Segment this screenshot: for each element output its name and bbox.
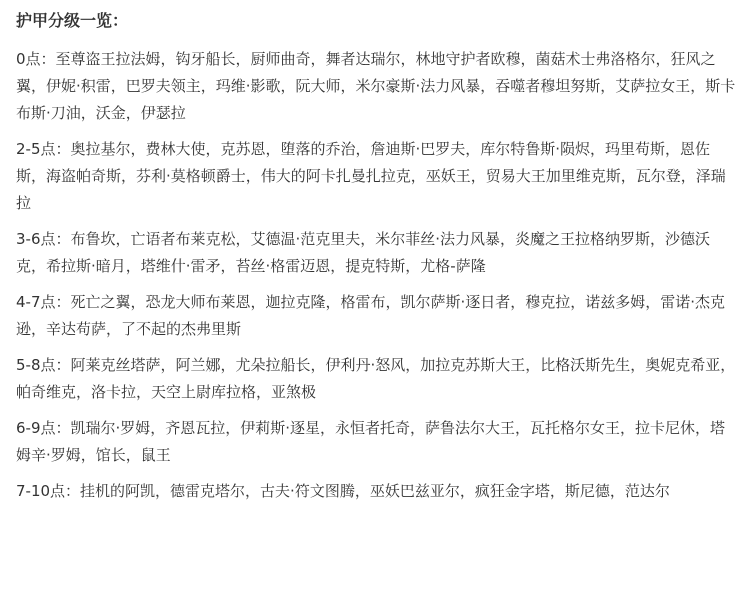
- tier-label: 6-9点：: [16, 419, 71, 437]
- tier-label: 3-6点：: [16, 230, 71, 248]
- tier-paragraph-2-5: [16, 136, 739, 217]
- tier-hero-list: 凯瑞尔·罗姆，齐恩瓦拉，伊莉斯·逐星，永恒者托奇，萨鲁法尔大王，瓦托格尔女王，拉卡尼休，塔姆辛·罗姆，馆长，鼠王: [16, 419, 726, 464]
- tier-paragraph-6-9: [16, 415, 739, 469]
- tier-hero-list: 奥拉基尔，费林大使，克苏恩，堕落的乔治，詹迪斯·巴罗夫，库尔特鲁斯·陨烬，玛里苟斯，恩佐斯，海盗帕奇斯，芬利·莫格顿爵士，伟大的阿卡扎曼扎拉克，巫妖王，贸易大王加里维克斯，瓦尔登，泽瑞拉: [16, 140, 726, 212]
- tier-label: 0点：: [16, 50, 56, 68]
- tier-paragraph-7-10: [16, 478, 739, 505]
- tier-hero-list: 挂机的阿凯，德雷克塔尔，古夫·符文图腾，巫妖巴兹亚尔，疯狂金字塔，斯尼德，范达尔: [80, 482, 670, 500]
- tier-label: 2-5点：: [16, 140, 71, 158]
- tier-label: 4-7点：: [16, 293, 71, 311]
- tier-paragraph-4-7: [16, 289, 739, 343]
- tier-paragraph-5-8: [16, 352, 739, 406]
- tier-label: 7-10点：: [16, 482, 81, 500]
- tier-label: 5-8点：: [16, 356, 71, 374]
- tier-hero-list: 至尊盗王拉法姆，钩牙船长，厨师曲奇，舞者达瑞尔，林地守护者欧穆，菌菇术士弗洛格尔，狂风之翼，伊妮·积雷，巴罗夫领主，玛维·影歌，阮大师，米尔豪斯·法力风暴，吞噬者穆坦努斯，艾萨拉女王，斯卡布斯·刀油，沃金，伊瑟拉: [16, 50, 736, 122]
- tier-hero-list: 阿莱克丝塔萨，阿兰娜，尤朵拉船长，伊利丹·怒风，加拉克苏斯大王，比格沃斯先生，奥妮克希亚，帕奇维克，洛卡拉，天空上尉库拉格，亚煞极: [16, 356, 736, 401]
- tier-paragraph-0: [16, 46, 739, 127]
- tier-hero-list: 死亡之翼，恐龙大师布莱恩，迦拉克隆，格雷布，凯尔萨斯·逐日者，穆克拉，诺兹多姆，雷诺·杰克逊，辛达苟萨，了不起的杰弗里斯: [16, 293, 726, 338]
- tier-paragraph-3-6: [16, 226, 739, 280]
- tier-hero-list: 布鲁坎，亡语者布莱克松，艾德温·范克里夫，米尔菲丝·法力风暴，炎魔之王拉格纳罗斯，沙德沃克，希拉斯·暗月，塔维什·雷矛，苔丝·格雷迈恩，提克特斯，尤格-萨隆: [16, 230, 711, 275]
- armor-tier-title: 护甲分级一览：: [16, 11, 129, 30]
